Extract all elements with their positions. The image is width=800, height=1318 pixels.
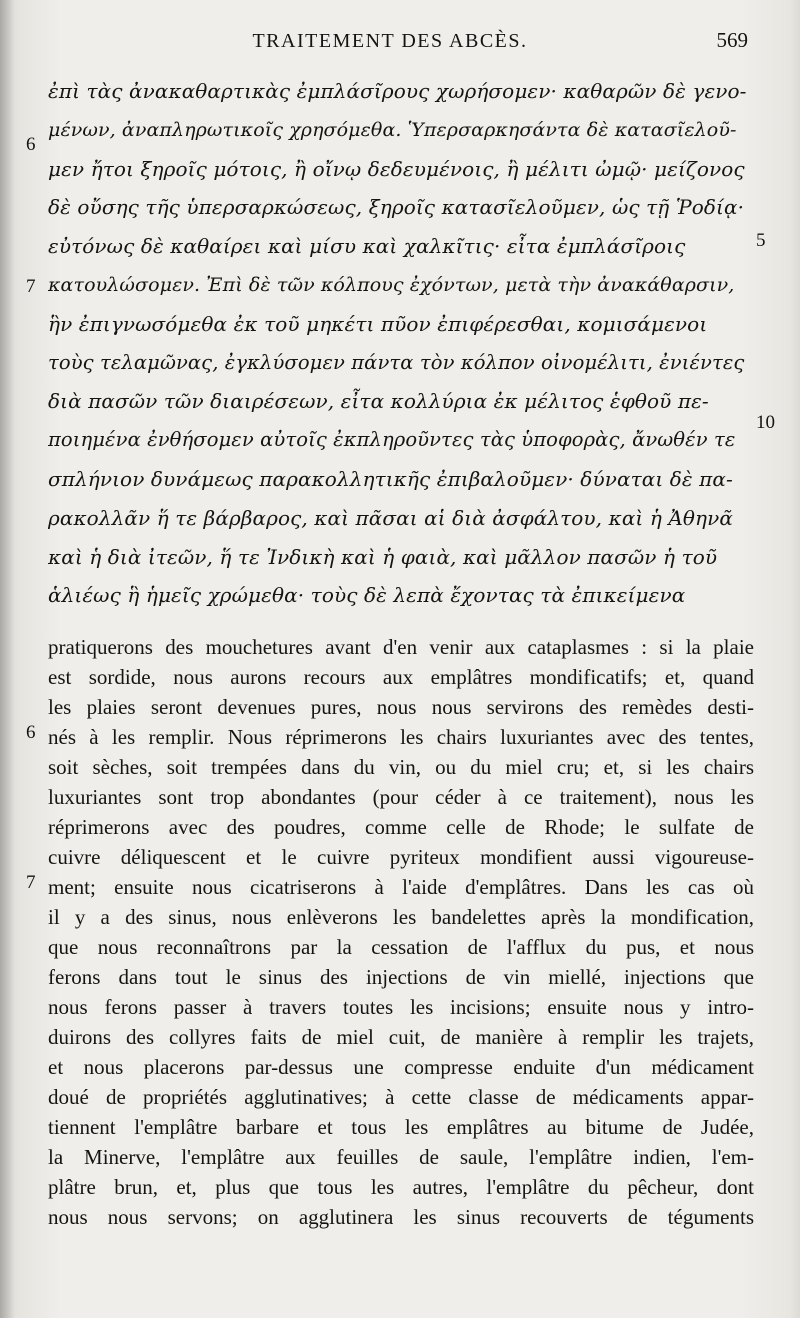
greek-line: ποιημένα ἐνθήσομεν αὐτοῖς ἐκπληροῦντες τὰς ὑποφορὰς, ἄνωθέν τε [48,428,736,452]
french-line: tiennent l'emplâtre barbare et tous les emplâtres au bitume de Judée, [48,1115,754,1139]
french-line: plâtre brun, et, plus que tous les autres, l'emplâtre du pêcheur, dont [48,1175,754,1199]
french-line: la Minerve, l'emplâtre aux feuilles de saule, l'emplâtre indien, l'em- [48,1145,754,1169]
french-line: est sordide, nous aurons recours aux emplâtres mondificatifs; et, quand [48,665,754,689]
french-line: les plaies seront devenues pures, nous nous servirons des remèdes desti- [48,695,754,719]
greek-margin-number: 6 [26,134,36,155]
french-line: que nous reconnaîtrons par la cessation de l'afflux du pus, et nous [48,935,754,959]
greek-line-number: 10 [756,412,775,433]
french-line: doué de propriétés agglutinatives; à cette classe de médicaments appar- [48,1085,754,1109]
french-line: nés à les remplir. Nous réprimerons les chairs luxuriantes avec des tentes, [48,725,754,749]
greek-line: μεν ἤτοι ξηροῖς μότοις, ἢ οἴνῳ δεδευμένοις, ἢ μέλιτι ὠμῷ· μείζονος [48,156,745,181]
binding-shadow [0,0,14,1318]
french-line: duirons des collyres faits de miel cuit, de manière à remplir les trajets, [48,1025,754,1049]
greek-line: καὶ ἡ διὰ ἰτεῶν, ἥ τε Ἰνδικὴ καὶ ἡ φαιὰ, καὶ μᾶλλον πασῶν ἡ τοῦ [48,544,718,569]
french-line: nous ferons passer à travers toutes les incisions; ensuite nous y intro- [48,995,754,1019]
greek-line: ρακολλᾶν ἥ τε βάρβαρος, καὶ πᾶσαι αἱ διὰ ἀσφάλτου, καὶ ἡ Ἀθηνᾶ [48,505,733,530]
greek-line: μένων, ἀναπληρωτικοῖς χρησόμεθα. Ὑπερσαρκησάντα δὲ κατασῖελοῦ- [48,118,737,141]
greek-line: τοὺς τελαμῶνας, ἐγκλύσομεν πάντα τὸν κόλπον οἰνομέλιτι, ἐνιέντες [48,350,745,374]
greek-line: διὰ πασῶν τῶν διαιρέσεων, εἶτα κολλύρια ἐκ μέλιτος ἑφθοῦ πε- [48,389,709,414]
greek-text-block [48,72,748,615]
french-line: nous nous servons; on agglutinera les sinus recouverts de téguments [48,1205,754,1229]
french-margin-number: 7 [26,872,36,893]
greek-line: ἣν ἐπιγνωσόμεθα ἐκ τοῦ μηκέτι πῦον ἐπιφέρεσθαι, κομισάμενοι [48,311,708,336]
greek-line: σπλήνιον δυνάμεως παρακολλητικῆς ἐπιβαλοῦμεν· δύναται δὲ πα- [48,466,733,491]
running-title: TRAITEMENT DES ABCÈS. [252,30,528,52]
french-line: pratiquerons des mouchetures avant d'en venir aux cataplasmes : si la plaie [48,635,754,659]
greek-line: ἁλιέως ἣ ἡμεῖς χρώμεθα· τοὺς δὲ λεπὰ ἔχοντας τὰ ἐπικείμενα [48,583,686,608]
greek-line: εὐτόνως δὲ καθαίρει καὶ μίσυ καὶ χαλκῖτις· εἶτα ἐμπλάσῖροις [48,234,686,259]
greek-line: δὲ οὔσης τῆς ὑπερσαρκώσεως, ξηροῖς κατασῖελοῦμεν, ὡς τῇ Ῥοδίᾳ· [48,195,745,220]
greek-line: κατουλώσομεν. Ἐπὶ δὲ τῶν κόλπους ἐχόντων, μετὰ τὴν ἀνακάθαρσιν, [48,273,735,296]
page-number: 569 [716,28,748,52]
french-line: soit sèches, soit trempées dans du vin, ou du miel cru; et, si les chairs [48,755,754,779]
greek-margin-number: 7 [26,276,36,297]
french-line: réprimerons avec des poudres, comme celle de Rhode; le sulfate de [48,815,754,839]
french-line: luxuriantes sont trop abondantes (pour céder à ce traitement), nous les [48,785,754,809]
french-text-block [48,632,754,1232]
french-line: cuivre déliquescent et le cuivre pyriteux mondifient aussi vigoureuse- [48,845,754,869]
greek-line-number: 5 [756,230,766,251]
french-line: il y a des sinus, nous enlèverons les bandelettes après la mondification, [48,905,754,929]
french-line: et nous placerons par-dessus une compresse enduite d'un médicament [48,1055,754,1079]
french-line: ment; ensuite nous cicatriserons à l'aide d'emplâtres. Dans les cas où [48,875,754,899]
french-margin-number: 6 [26,722,36,743]
greek-line: ἐπὶ τὰς ἀνακαθαρτικὰς ἐμπλάσῖρους χωρήσομεν· καθαρῶν δὲ γενο- [48,79,747,103]
french-line: ferons dans tout le sinus des injections de vin miellé, injections que [48,965,754,989]
